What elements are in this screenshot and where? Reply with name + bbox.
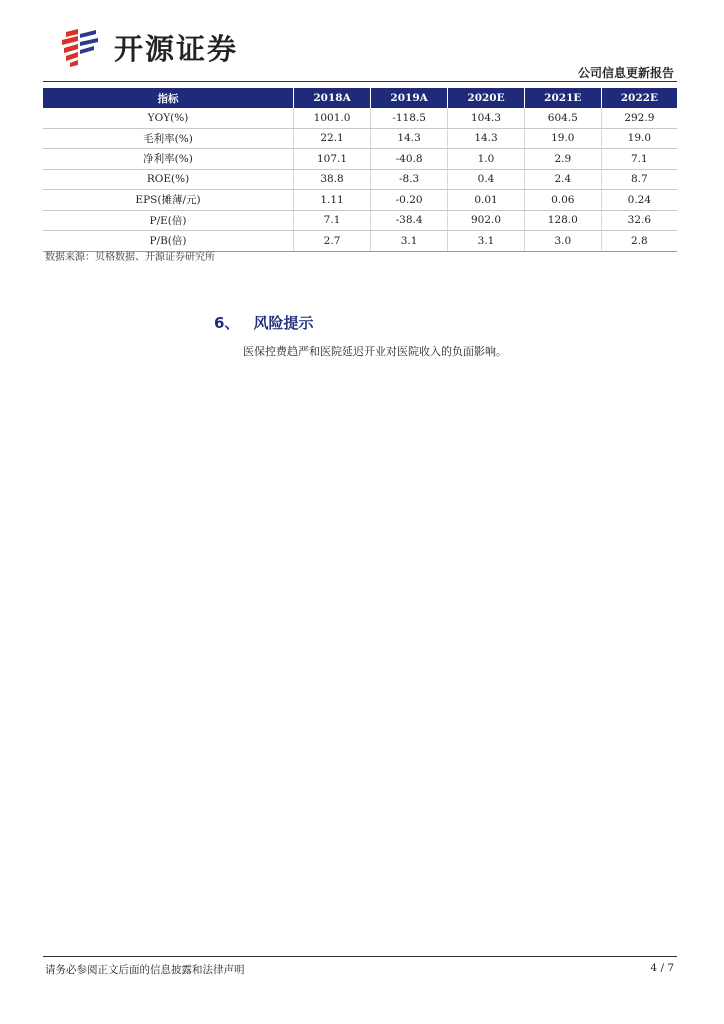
- row-label: 毛利率(%): [43, 128, 294, 149]
- table-cell: 0.01: [448, 190, 525, 211]
- logo-mark-icon: [58, 26, 108, 68]
- table-cell: 14.3: [448, 128, 525, 149]
- company-logo: [58, 26, 238, 68]
- table-cell: 1.11: [294, 190, 371, 211]
- data-source-note: 数据来源：贝格数据、开源证券研究所: [45, 252, 215, 263]
- table-cell: 1.0: [448, 149, 525, 170]
- table-cell: 22.1: [294, 128, 371, 149]
- table-row: [43, 169, 677, 190]
- footer-disclaimer: 请务必参阅正文后面的信息披露和法律声明: [45, 964, 245, 976]
- table-cell: -8.3: [371, 169, 448, 190]
- table-cell: 7.1: [294, 210, 371, 231]
- table-cell: 2.4: [524, 169, 601, 190]
- row-label: YOY(%): [43, 108, 294, 128]
- page-number: 4 / 7: [650, 962, 674, 974]
- table-cell: 7.1: [601, 149, 677, 170]
- row-label: 净利率(%): [43, 149, 294, 170]
- table-cell: -0.20: [371, 190, 448, 211]
- table-row: [43, 108, 677, 128]
- section-number: 6、: [214, 314, 240, 332]
- logo-text: 开源证券: [114, 31, 239, 66]
- column-header: 2022E: [601, 88, 677, 108]
- table-cell: 292.9: [601, 108, 677, 128]
- table-cell: 14.3: [371, 128, 448, 149]
- table-cell: 3.1: [371, 231, 448, 252]
- table-header-row: [43, 88, 677, 108]
- column-header: 指标: [43, 88, 294, 108]
- section-title: 风险提示: [253, 314, 314, 332]
- table-cell: 2.9: [524, 149, 601, 170]
- column-header: 2018A: [294, 88, 371, 108]
- table-cell: 38.8: [294, 169, 371, 190]
- table-cell: -118.5: [371, 108, 448, 128]
- table-cell: 104.3: [448, 108, 525, 128]
- table-cell: 0.4: [448, 169, 525, 190]
- table-cell: 0.06: [524, 190, 601, 211]
- table-row: [43, 210, 677, 231]
- row-label: P/B(倍): [43, 231, 294, 252]
- table-cell: -38.4: [371, 210, 448, 231]
- table-cell: 3.1: [448, 231, 525, 252]
- row-label: EPS(摊薄/元): [43, 190, 294, 211]
- table-cell: 32.6: [601, 210, 677, 231]
- footer-divider: [43, 956, 677, 957]
- table-cell: 19.0: [524, 128, 601, 149]
- table-row: [43, 149, 677, 170]
- table-cell: 107.1: [294, 149, 371, 170]
- table-cell: 2.8: [601, 231, 677, 252]
- risk-warning-text: 医保控费趋严和医院延迟开业对医院收入的负面影响。: [243, 345, 507, 358]
- column-header: 2021E: [524, 88, 601, 108]
- header-divider: [43, 81, 677, 82]
- column-header: 2019A: [371, 88, 448, 108]
- table-row: [43, 128, 677, 149]
- table-cell: 19.0: [601, 128, 677, 149]
- table-cell: 2.7: [294, 231, 371, 252]
- report-type-label: 公司信息更新报告: [577, 66, 674, 80]
- table-cell: 1001.0: [294, 108, 371, 128]
- column-header: 2020E: [448, 88, 525, 108]
- row-label: ROE(%): [43, 169, 294, 190]
- table-cell: 0.24: [601, 190, 677, 211]
- table-cell: 3.0: [524, 231, 601, 252]
- table-cell: 902.0: [448, 210, 525, 231]
- section-heading: [214, 312, 313, 333]
- table-cell: 128.0: [524, 210, 601, 231]
- table-row: [43, 190, 677, 211]
- table-cell: 8.7: [601, 169, 677, 190]
- row-label: P/E(倍): [43, 210, 294, 231]
- financial-indicators-table: [43, 88, 677, 252]
- table-cell: 604.5: [524, 108, 601, 128]
- table-cell: -40.8: [371, 149, 448, 170]
